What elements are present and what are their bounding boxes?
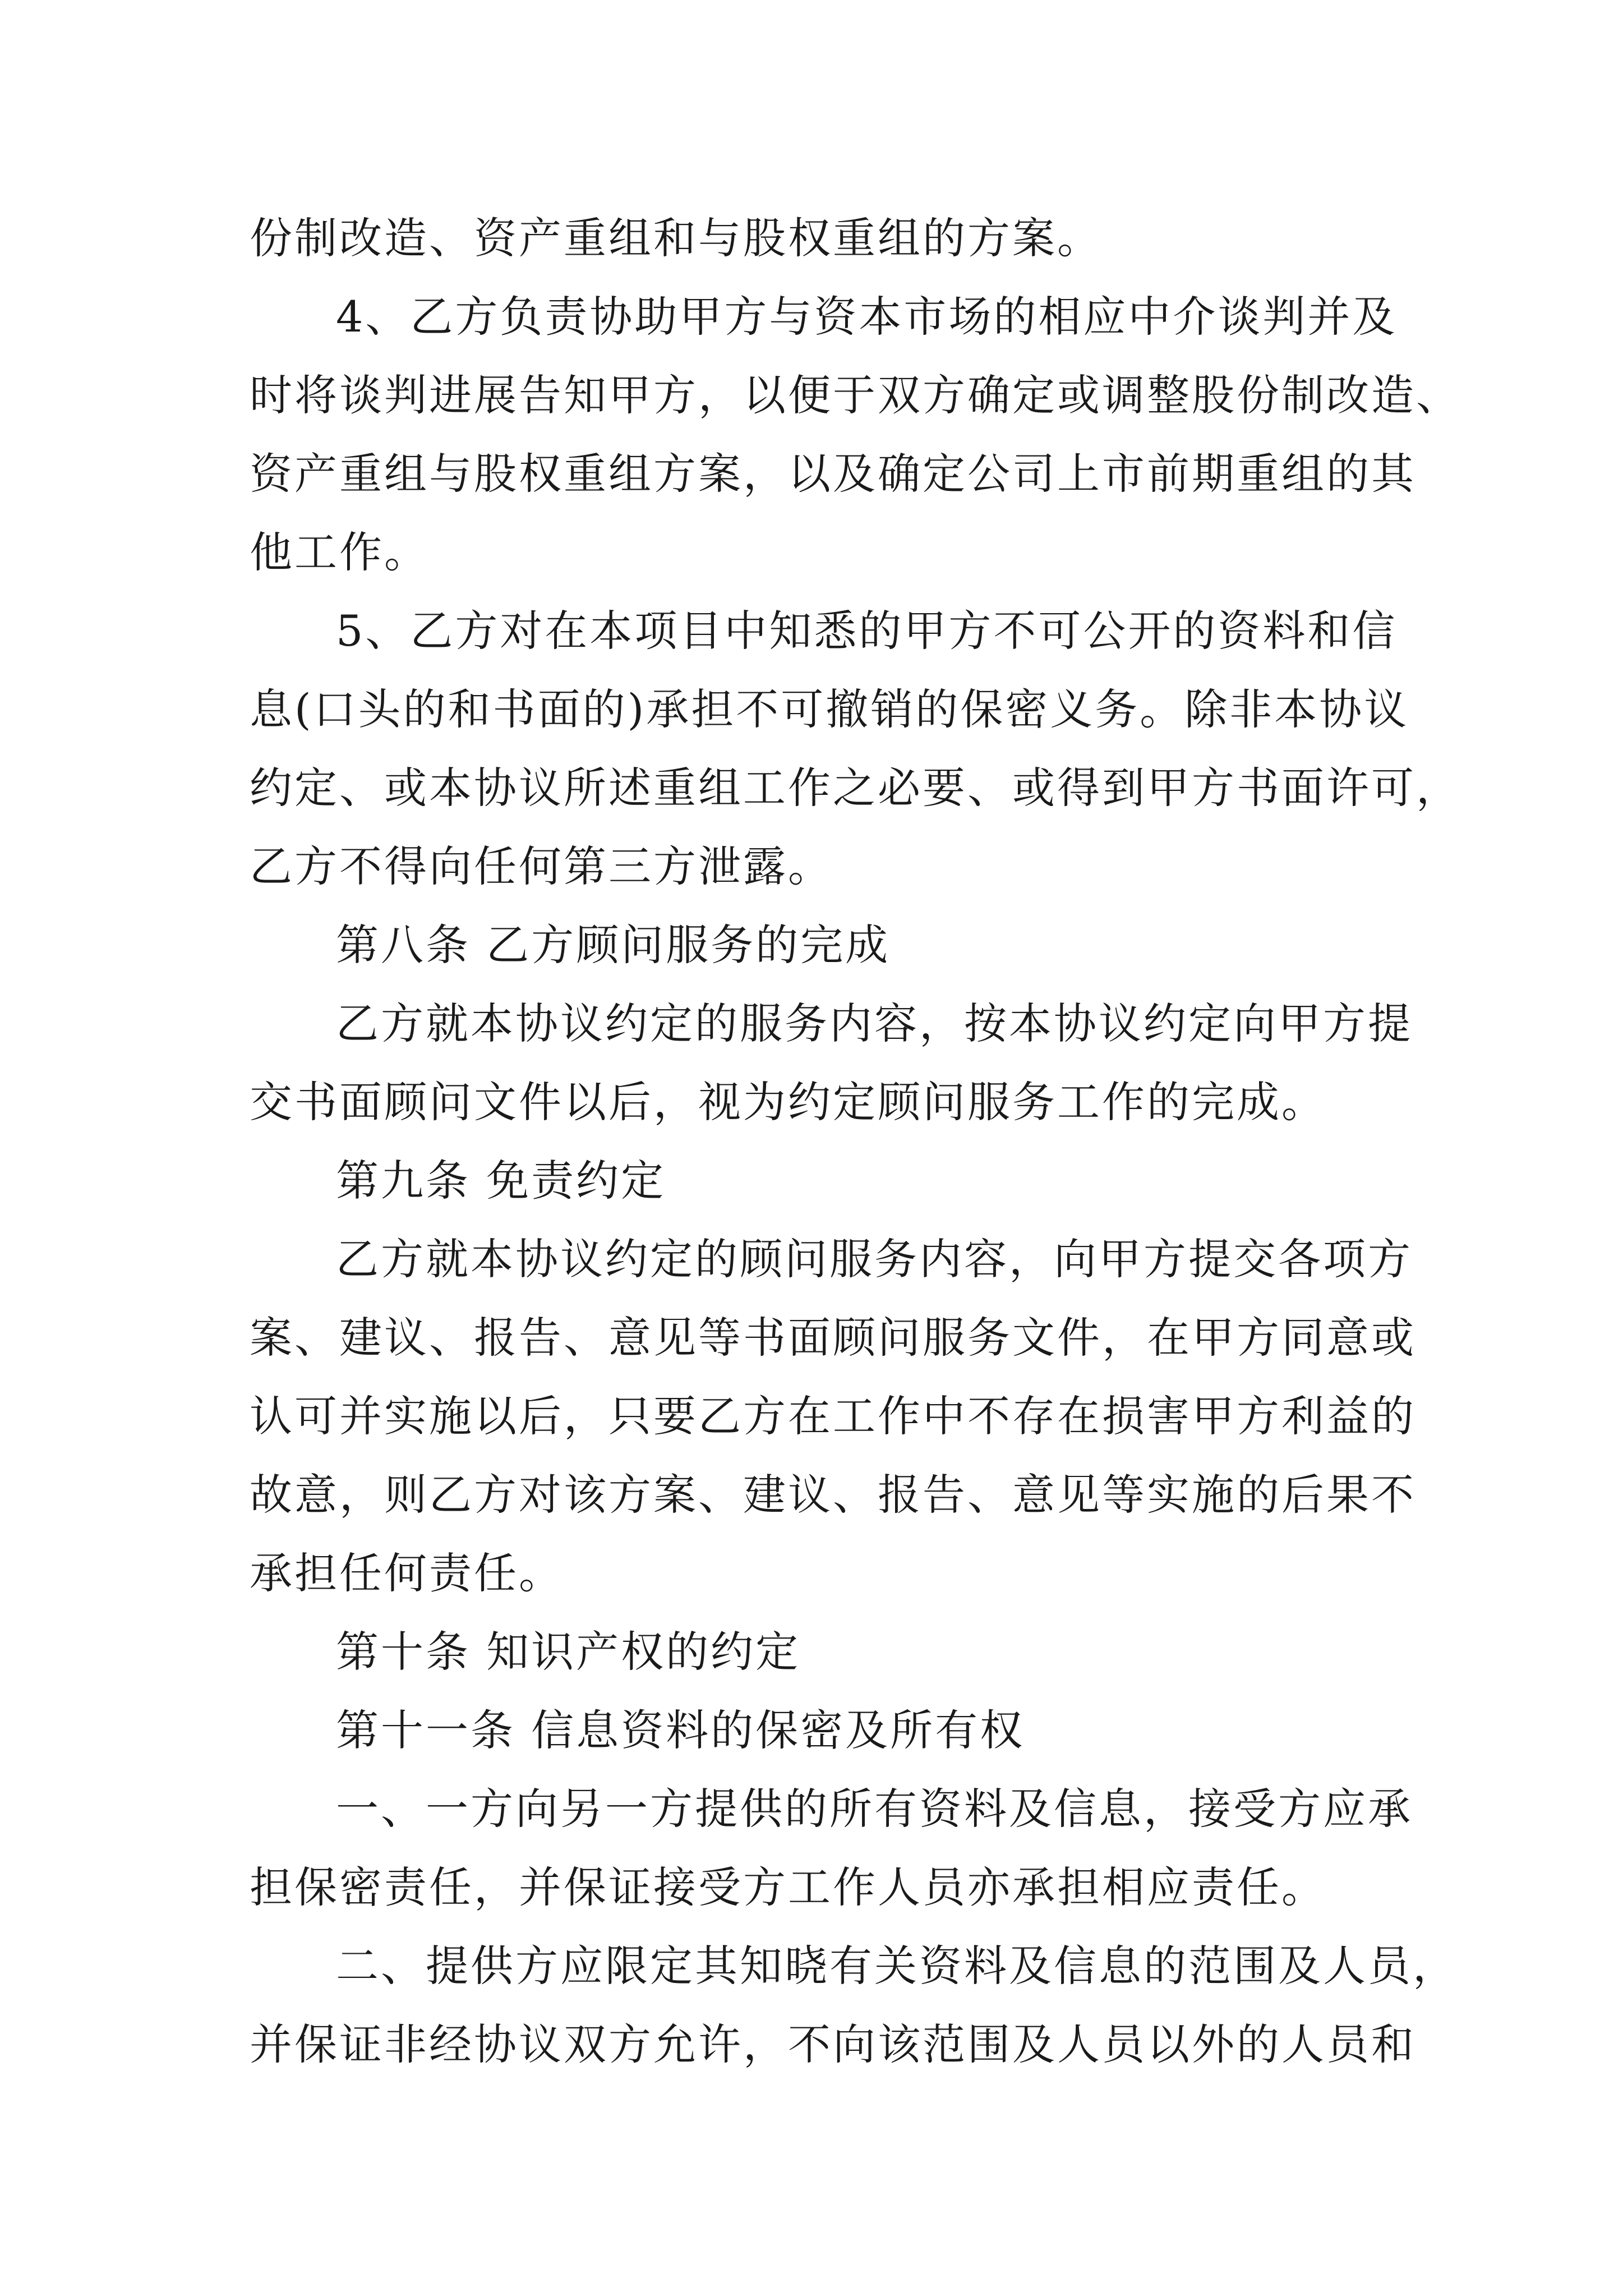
text-line: 息(口头的和书面的)承担不可撤销的保密义务。除非本协议 (250, 684, 1409, 734)
text-line: 二、提供方应限定其知晓有关资料及信息的范围及人员， (336, 1941, 1458, 1991)
text-line: 份制改造、资产重组和与股权重组的方案。 (250, 213, 1102, 263)
text-line: 故意，则乙方对该方案、建议、报告、意见等实施的后果不 (250, 1470, 1416, 1520)
section-heading: 第八条 乙方顾问服务的完成 (336, 920, 891, 970)
text-line: 乙方就本协议约定的顾问服务内容，向甲方提交各项方 (336, 1234, 1413, 1284)
text-line: 案、建议、报告、意见等书面顾问服务文件，在甲方同意或 (250, 1313, 1416, 1363)
text-line: 担保密责任，并保证接受方工作人员亦承担相应责任。 (250, 1862, 1326, 1912)
text-line: 他工作。 (250, 527, 429, 577)
text-line: 并保证非经协议双方允许，不向该范围及人员以外的人员和 (250, 2019, 1416, 2069)
text-line: 认可并实施以后，只要乙方在工作中不存在损害甲方利益的 (250, 1391, 1416, 1441)
text-line: 交书面顾问文件以后，视为约定顾问服务工作的完成。 (250, 1077, 1326, 1127)
text-line: 乙方不得向任何第三方泄露。 (250, 841, 833, 891)
text-line: 5、乙方对在本项目中知悉的甲方不可公开的资料和信 (336, 606, 1398, 656)
document-body (250, 199, 1461, 2084)
text-line: 时将谈判进展告知甲方，以便于双方确定或调整股份制改造、 (250, 370, 1461, 420)
section-heading: 第九条 免责约定 (336, 1156, 666, 1205)
text-line: 一、一方向另一方提供的所有资料及信息，接受方应承 (336, 1784, 1413, 1834)
text-line: 资产重组与股权重组方案，以及确定公司上市前期重组的其 (250, 449, 1416, 499)
section-heading: 第十一条 信息资料的保密及所有权 (336, 1705, 1025, 1755)
text-line: 4、乙方负责协助甲方与资本市场的相应中介谈判并及 (336, 292, 1398, 342)
text-line: 约定、或本协议所述重组工作之必要、或得到甲方书面许可， (250, 763, 1461, 813)
text-line: 承担任何责任。 (250, 1548, 564, 1598)
text-line: 乙方就本协议约定的服务内容，按本协议约定向甲方提 (336, 999, 1413, 1048)
section-heading: 第十条 知识产权的约定 (336, 1627, 801, 1677)
